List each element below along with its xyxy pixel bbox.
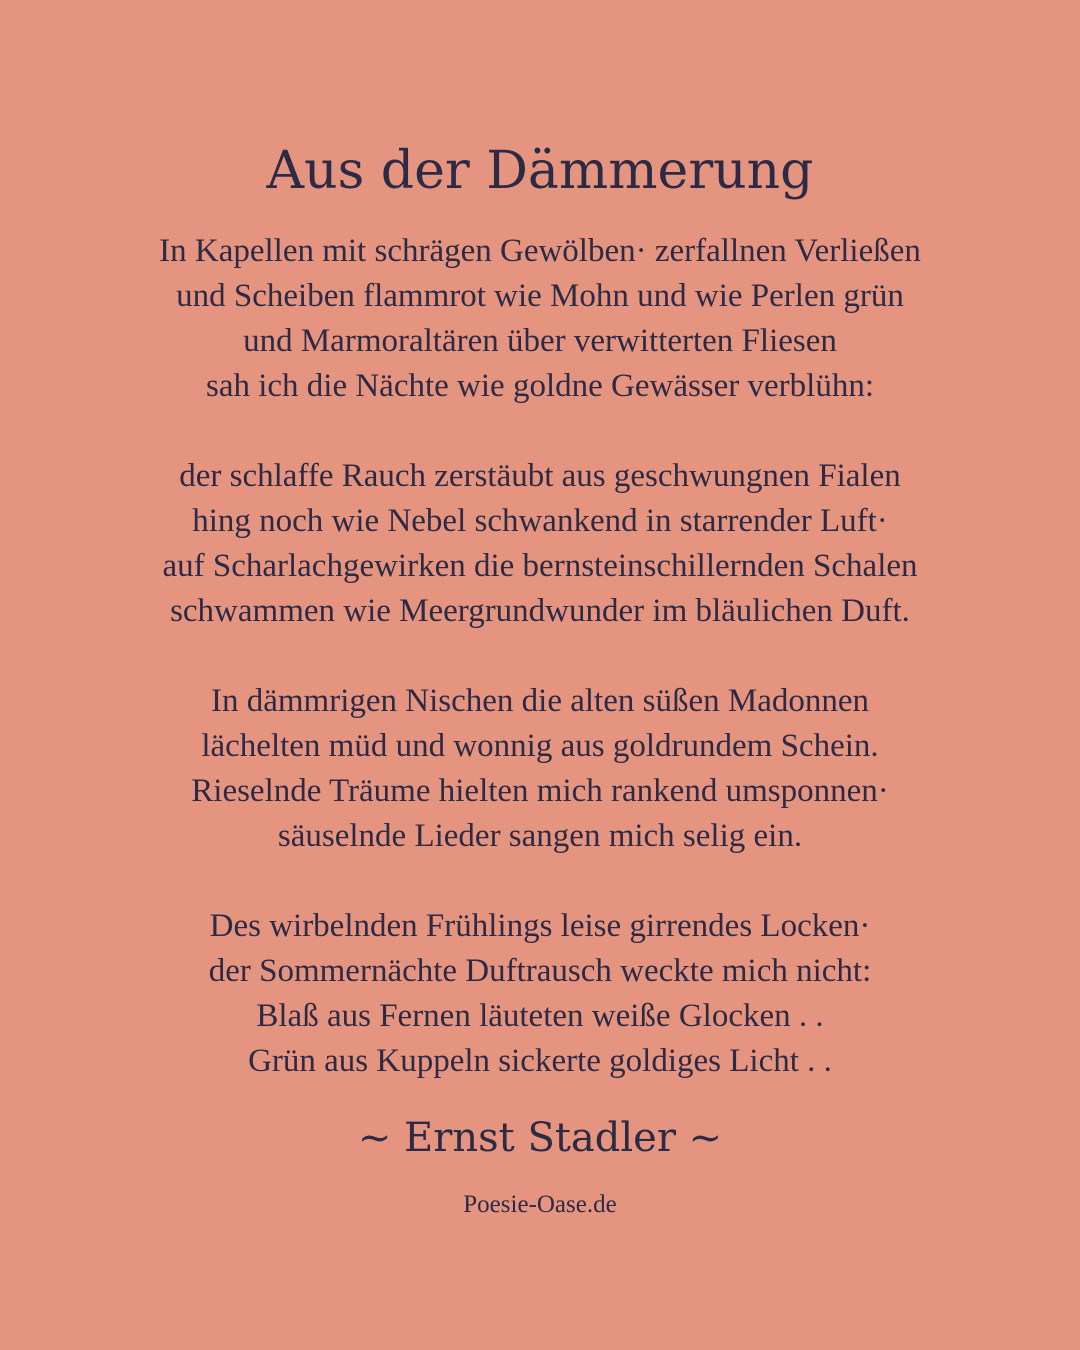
poem-line: sah ich die Nächte wie goldne Gewässer verblühn: bbox=[205, 368, 875, 404]
poem-title: Aus der Dämmerung bbox=[266, 141, 814, 201]
poem-line: auf Scharlachgewirken die bernsteinschillernden Schalen bbox=[162, 548, 918, 584]
poem-line: lächelten müd und wonnig aus goldrundem Schein. bbox=[201, 728, 879, 764]
site-credit: Poesie-Oase.de bbox=[463, 1191, 617, 1218]
stanza-2 bbox=[0, 454, 1080, 634]
poem-line: Rieselnde Träume hielten mich rankend umsponnen· bbox=[191, 773, 889, 809]
poem-line: säuselnde Lieder sangen mich selig ein. bbox=[277, 818, 803, 854]
poem-line: hing noch wie Nebel schwankend in starrender Luft· bbox=[192, 503, 888, 539]
poem-line: und Scheiben flammrot wie Mohn und wie Perlen grün bbox=[176, 278, 904, 314]
poem-line: Blaß aus Fernen läuteten weiße Glocken . . bbox=[256, 998, 824, 1034]
poem-line: Grün aus Kuppeln sickerte goldiges Licht . . bbox=[248, 1043, 832, 1079]
poem-line: In dämmrigen Nischen die alten süßen Madonnen bbox=[211, 683, 869, 719]
stanza-1 bbox=[0, 229, 1080, 409]
stanza-3 bbox=[0, 679, 1080, 859]
stanza-4 bbox=[0, 904, 1080, 1084]
poem-line: der schlaffe Rauch zerstäubt aus geschwungnen Fialen bbox=[179, 458, 901, 494]
poem-line: und Marmoraltären über verwitterten Fliesen bbox=[243, 323, 837, 359]
poem-line: In Kapellen mit schrägen Gewölben· zerfallnen Verließen bbox=[159, 233, 921, 269]
poem-line: schwammen wie Meergrundwunder im bläulichen Duft. bbox=[170, 593, 910, 629]
poem-author: ~ Ernst Stadler ~ bbox=[357, 1115, 723, 1161]
poem-line: der Sommernächte Duftrausch weckte mich nicht: bbox=[208, 953, 872, 989]
poem-line: Des wirbelnden Frühlings leise girrendes Locken· bbox=[209, 908, 871, 944]
